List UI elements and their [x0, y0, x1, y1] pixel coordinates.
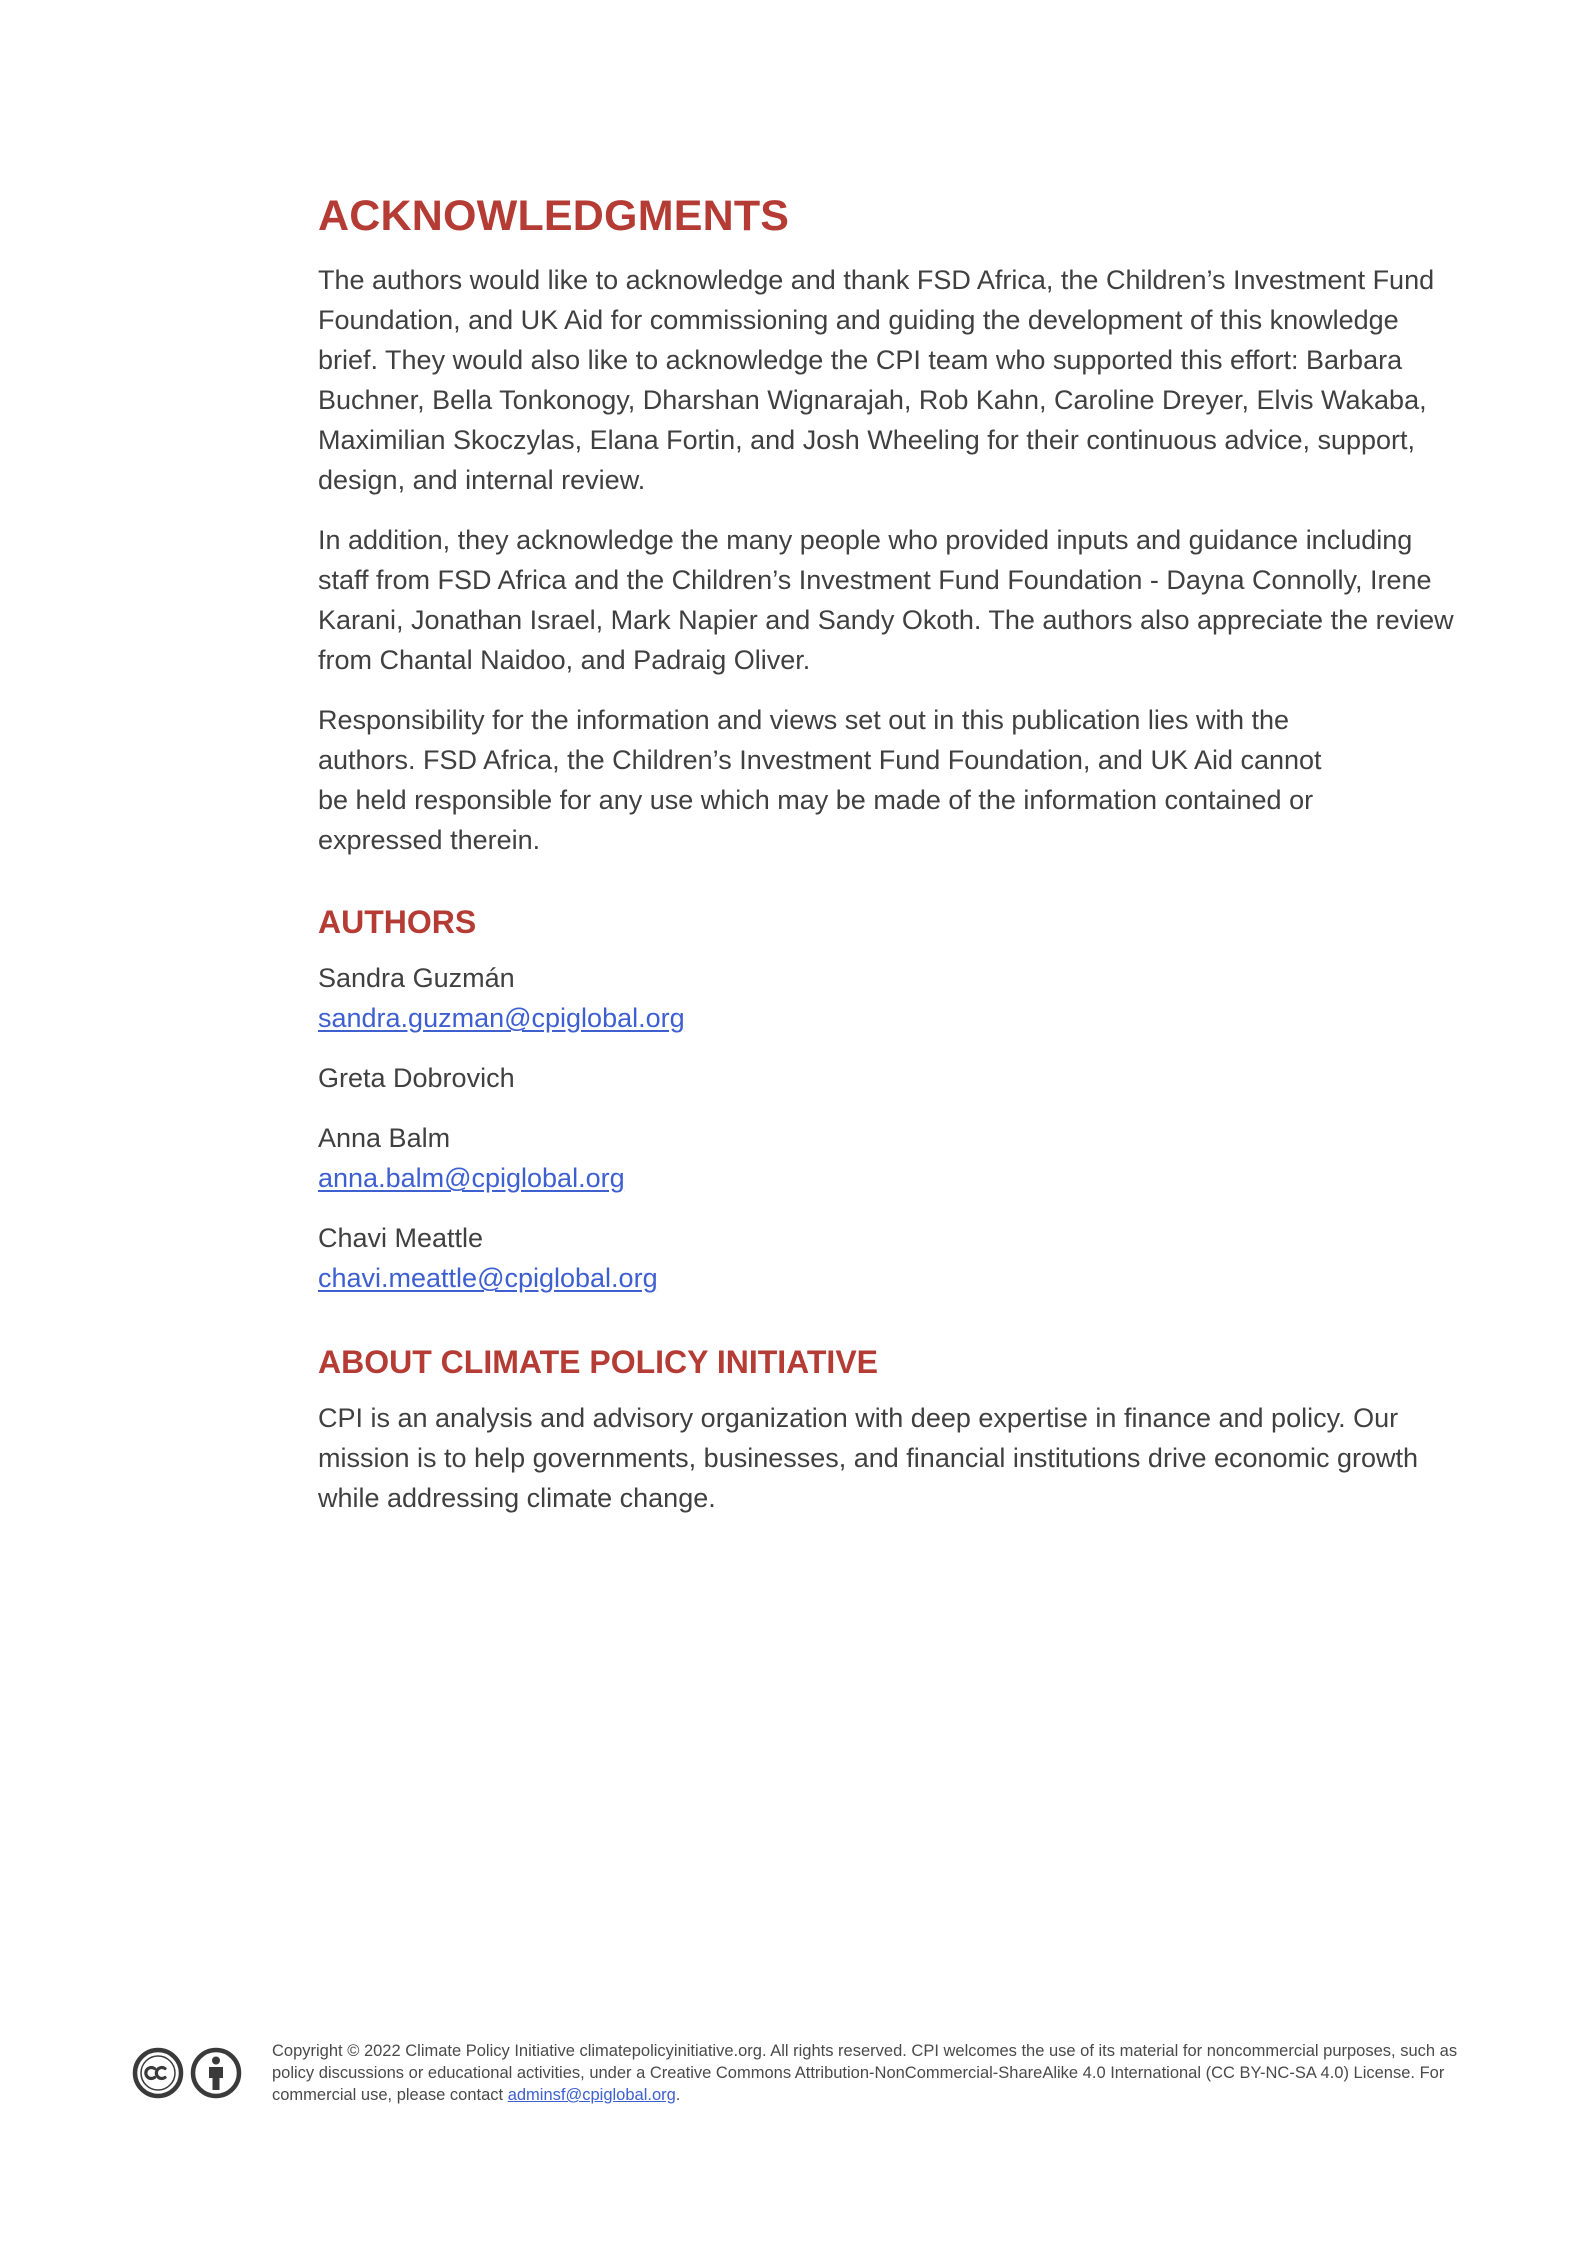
authors-heading: AUTHORS — [318, 904, 477, 940]
about-cpi-text: CPI is an analysis and advisory organization with deep expertise in finance and policy. Our mission is to help governments, businesses, and financial institutions drive economic growth while addressing climate change. — [318, 1403, 1419, 1513]
copyright-trailing-period: . — [675, 2086, 681, 2104]
author-entry — [318, 1218, 1458, 1298]
acknowledgments-heading: ACKNOWLEDGMENTS — [318, 192, 790, 240]
author-entry — [318, 1118, 1458, 1198]
author-email-link[interactable]: chavi.meattle@cpiglobal.org — [318, 1263, 658, 1293]
copyright-text: Copyright © 2022 Climate Policy Initiative climatepolicyinitiative.org. All rights reserved. CPI welcomes the use of its material for noncommercial purposes, such as policy discussions or educational activities, under a Creative Commons Attribution-NonCommercial-ShareAlike 4.0 International (CC BY-NC-SA 4.0) License. For commercial use, please contact — [272, 2042, 1458, 2104]
about-cpi-heading: ABOUT CLIMATE POLICY INITIATIVE — [318, 1344, 878, 1380]
creative-commons-icon — [135, 2050, 181, 2096]
page-content — [318, 188, 1458, 1538]
acknowledgments-paragraph-1: The authors would like to acknowledge and thank FSD Africa, the Children’s Investment Fund Foundation, and UK Aid for commissioning and guiding the development of this knowledge brief. They would also like to acknowledge the CPI team who supported this effort: Barbara Buchner, Bella Tonkonogy, Dharshan Wignarajah, Rob Kahn, Caroline Dreyer, Elvis Wakaba, Maximilian Skoczylas, Elana Fortin, and Josh Wheeling for their continuous advice, support, design, and internal review. — [318, 265, 1435, 495]
about-cpi-section — [318, 1340, 1458, 1518]
creative-commons-license-graphic — [132, 2045, 252, 2101]
author-entry — [318, 958, 1458, 1038]
attribution-icon — [193, 2050, 239, 2096]
contact-email-link[interactable]: adminsf@cpiglobal.org — [507, 2086, 676, 2104]
author-name: Sandra Guzmán — [318, 963, 515, 993]
acknowledgments-section — [318, 188, 1458, 860]
author-email-link[interactable]: sandra.guzman@cpiglobal.org — [318, 1003, 685, 1033]
author-email-link[interactable]: anna.balm@cpiglobal.org — [318, 1163, 625, 1193]
author-entry — [318, 1058, 1458, 1098]
acknowledgments-paragraph-3: Responsibility for the information and views set out in this publication lies with the authors. FSD Africa, the Children’s Investment Fund Foundation, and UK Aid cannot be held responsible for any use which may be made of the information contained or expressed therein. — [318, 705, 1322, 855]
page-footer — [132, 2040, 1462, 2120]
author-name: Anna Balm — [318, 1123, 451, 1153]
license-icons — [132, 2045, 252, 2101]
author-name: Chavi Meattle — [318, 1223, 484, 1253]
acknowledgments-paragraph-2: In addition, they acknowledge the many people who provided inputs and guidance including staff from FSD Africa and the Children’s Investment Fund Foundation - Dayna Connolly, Irene Karani, Jonathan Israel, Mark Napier and Sandy Okoth. The authors also appreciate the review from Chantal Naidoo, and Padraig Oliver. — [318, 525, 1454, 675]
authors-section — [318, 900, 1458, 1298]
copyright-notice — [272, 2040, 1462, 2106]
author-name: Greta Dobrovich — [318, 1063, 515, 1093]
